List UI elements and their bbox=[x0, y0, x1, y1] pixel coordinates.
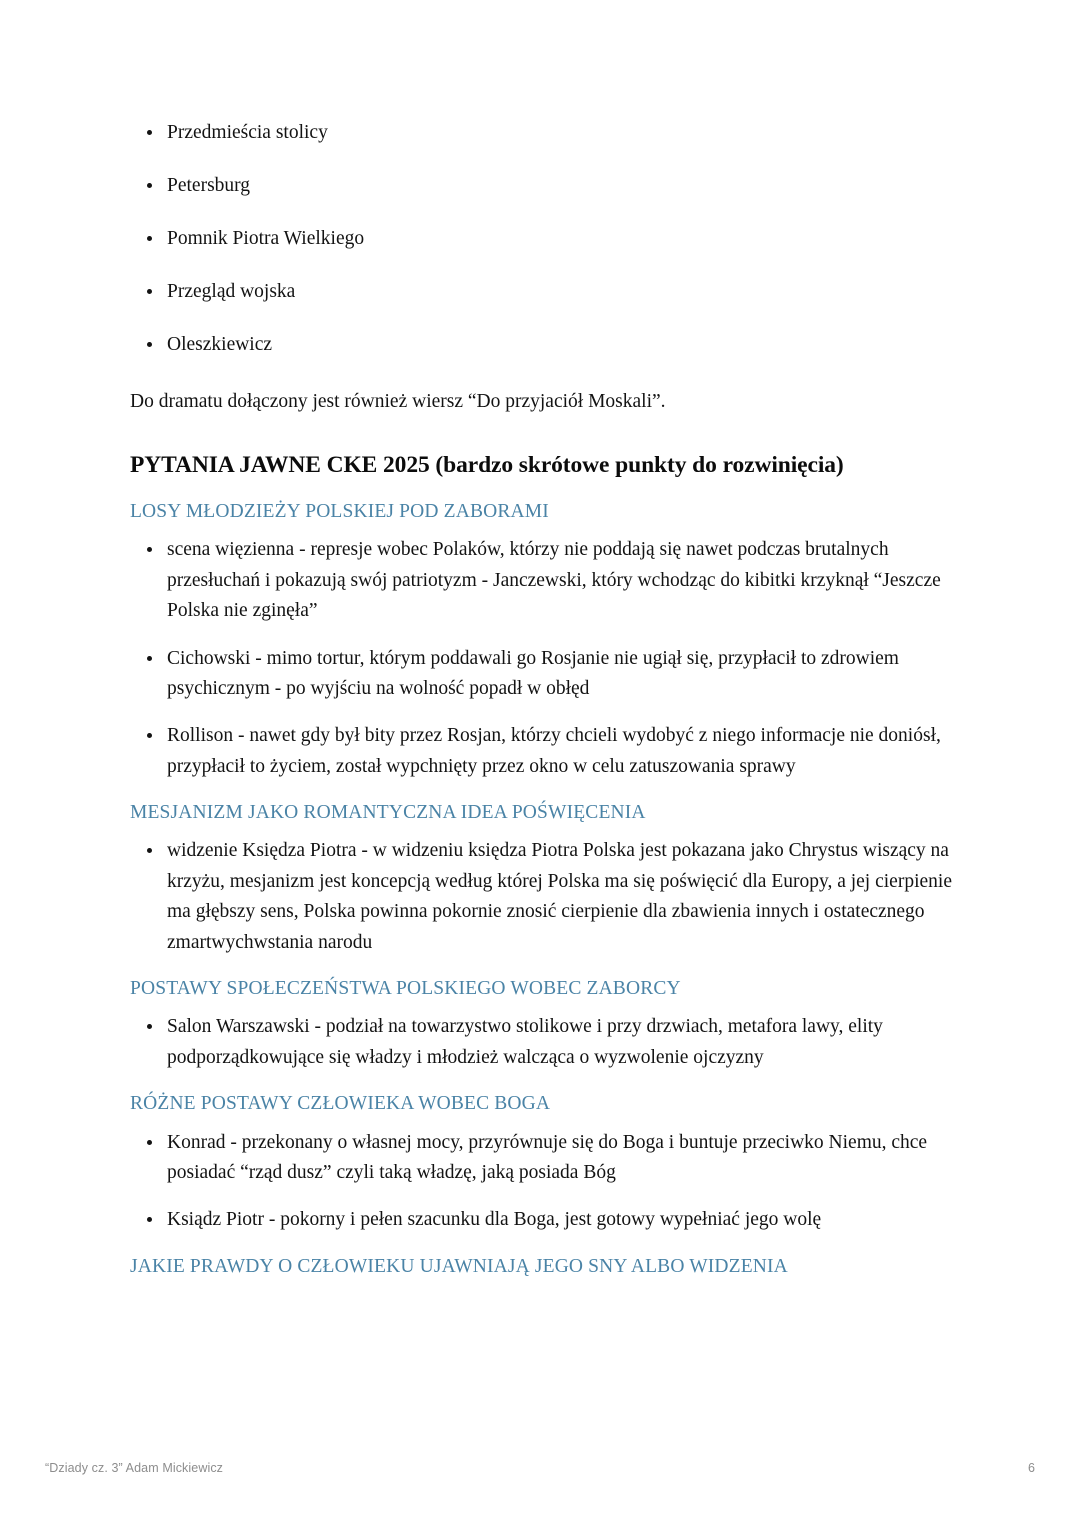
list-item-label: Pomnik Piotra Wielkiego bbox=[167, 227, 365, 249]
list-item bbox=[130, 171, 955, 201]
list-item bbox=[130, 721, 955, 782]
section-heading-mesjanizm: MESJANIZM JAKO ROMANTYCZNA IDEA POŚWIĘCENIA bbox=[130, 802, 646, 824]
list-item bbox=[130, 330, 955, 360]
list-item-label: widzenie Księdza Piotra - w widzeniu księdza Piotra Polska jest pokazana jako Chrystus wiszący na krzyżu, mesjanizm jest koncepcją według której Polska ma się poświęcić dla Europy, a jej cierpienie ma głębszy sens, Polska powinna pokornie znosić cierpienie dla zbawienia innych i ostatecznego zmartwychwstania narodu bbox=[167, 840, 952, 953]
section-heading-jakie-prawdy: JAKIE PRAWDY O CZŁOWIEKU UJAWNIAJĄ JEGO SNY ALBO WIDZENIA bbox=[130, 1255, 788, 1277]
list-item bbox=[130, 224, 955, 254]
list-item bbox=[130, 1205, 955, 1235]
list-item bbox=[130, 644, 955, 705]
list-item bbox=[130, 277, 955, 307]
section-list-rozne-postawy bbox=[130, 1128, 955, 1236]
list-item bbox=[130, 1128, 955, 1189]
list-item-label: Konrad - przekonany o własnej mocy, przyrównuje się do Boga i buntuje przeciwko Niemu, chce posiadać “rząd dusz” czyli taką władzę, jaką posiada Bóg bbox=[167, 1131, 928, 1183]
section-heading-rozne-postawy: RÓŻNE POSTAWY CZŁOWIEKA WOBEC BOGA bbox=[130, 1093, 551, 1115]
list-item bbox=[130, 836, 955, 958]
list-item-label: Rollison - nawet gdy był bity przez Rosjan, którzy chcieli wydobyć z niego informacje nie doniósł, przypłacił to życiem, został wypchnięty przez okno w celu zatuszowania sprawy bbox=[167, 725, 941, 777]
footer-title: “Dziady cz. 3” Adam Mickiewicz bbox=[45, 1461, 224, 1475]
list-item bbox=[130, 535, 955, 626]
section-list-postawy-spoleczenstwa bbox=[130, 1012, 955, 1073]
page-title: PYTANIA JAWNE CKE 2025 (bardzo skrótowe punkty do rozwinięcia) bbox=[130, 452, 844, 479]
list-item bbox=[130, 1012, 955, 1073]
list-item-label: Ksiądz Piotr - pokorny i pełen szacunku dla Boga, jest gotowy wypełniać jego wolę bbox=[167, 1209, 822, 1231]
list-item-label: scena więzienna - represje wobec Polaków, którzy nie poddają się nawet podczas brutalnych przesłuchań i pokazują swój patriotyzm - Janczewski, który wchodząc do kibitki krzyknął “Jeszcze Polska nie zginęła” bbox=[167, 539, 941, 622]
intro-paragraph: Do dramatu dołączony jest również wiersz “Do przyjaciół Moskali”. bbox=[130, 391, 666, 413]
document-content bbox=[130, 118, 955, 1280]
section-list-losy-mlodziezy bbox=[130, 535, 955, 782]
list-item bbox=[130, 118, 955, 148]
list-item-label: Petersburg bbox=[167, 174, 251, 196]
list-item-label: Przegląd wojska bbox=[167, 280, 296, 302]
list-item-label: Cichowski - mimo tortur, którym poddawali go Rosjanie nie ugiął się, przypłacił to zdrowiem psychicznym - po wyjściu na wolność popadł w obłęd bbox=[167, 647, 899, 699]
scene-list bbox=[130, 118, 955, 360]
section-heading-postawy-spoleczenstwa: POSTAWY SPOŁECZEŃSTWA POLSKIEGO WOBEC ZABORCY bbox=[130, 978, 681, 1000]
list-item-label: Oleszkiewicz bbox=[167, 333, 273, 355]
section-heading-losy-mlodziezy: LOSY MŁODZIEŻY POLSKIEJ POD ZABORAMI bbox=[130, 500, 549, 522]
list-item-label: Przedmieścia stolicy bbox=[167, 122, 328, 143]
list-item-label: Salon Warszawski - podział na towarzystwo stolikowe i przy drzwiach, metafora lawy, elity podporządkowujące się władzy i młodzież walcząca o wyzwolenie ojczyzny bbox=[167, 1016, 883, 1068]
page-footer bbox=[45, 1458, 1035, 1478]
section-list-mesjanizm bbox=[130, 836, 955, 958]
footer-page-number: 6 bbox=[1027, 1461, 1035, 1475]
